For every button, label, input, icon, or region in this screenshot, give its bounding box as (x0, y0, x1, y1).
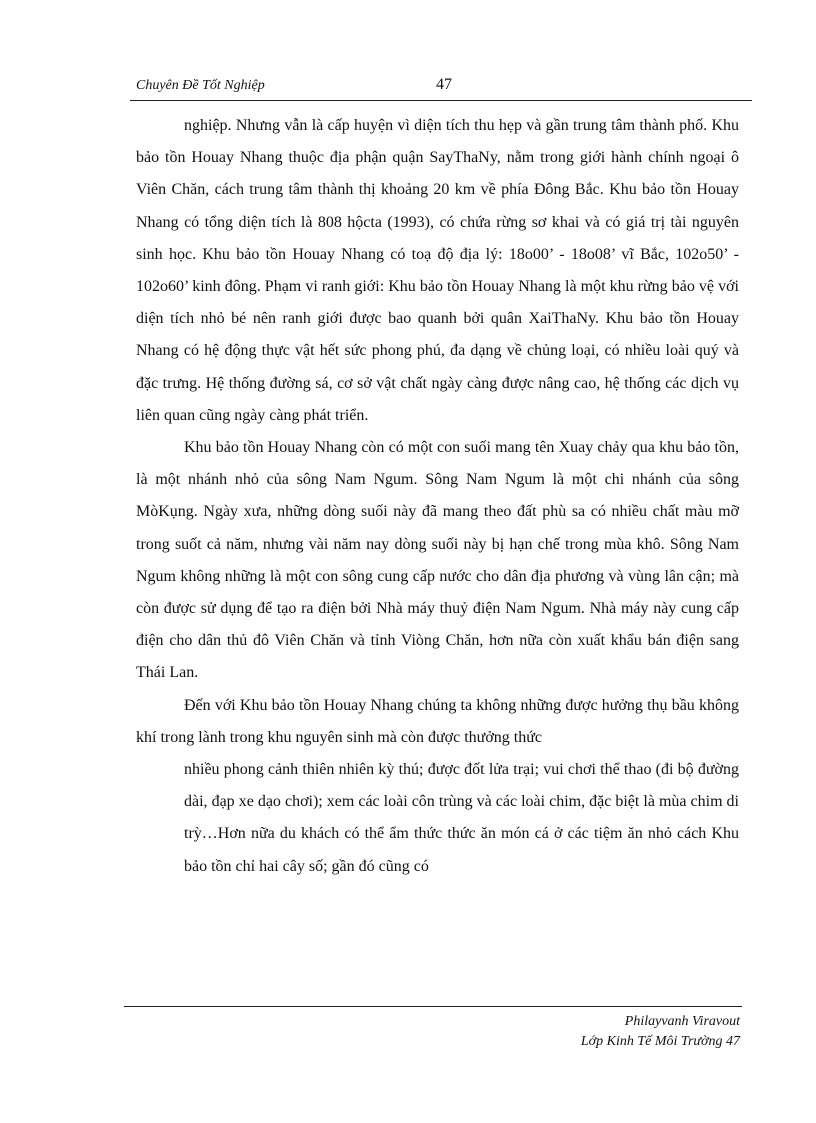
paragraph-2: Khu bảo tồn Houay Nhang còn có một con suối mang tên Xuay chảy qua khu bảo tồn, là một nhánh nhỏ của sông Nam Ngum. Sông Nam Ngum là một chi nhánh của sông MòKụng. Ngày xưa, những dòng suối này đã mang theo đất phù sa có nhiều chất màu mỡ trong suốt cả năm, nhưng vài năm nay dòng suối này bị hạn chế trong mùa khô. Sông Nam Ngum không những là một con sông cung cấp nước cho dân địa phương và vùng lân cận; mà còn được sử dụng để tạo ra điện bởi Nhà máy thuỷ điện Nam Ngum. Nhà máy này cung cấp điện cho dân thủ đô Viên Chăn và tỉnh Viòng Chăn, hơn nữa còn xuất khẩu bán điện sang Thái Lan. (136, 439, 739, 682)
footer-author: Philayvanh Viravout (624, 1014, 740, 1029)
body-text (136, 110, 739, 883)
paragraph-4: nhiều phong cảnh thiên nhiên kỳ thú; được đốt lửa trại; vui chơi thể thao (đi bộ đường dài, đạp xe dạo chơi); xem các loài côn trùng và các loài chim, đặc biệt là mùa chim di trỳ…Hơn nữa du khách có thể ẩm thức thức ăn món cá ở các tiệm ăn nhỏ cách Khu bảo tồn chỉ hai cây số; gần đó cũng có (184, 761, 739, 875)
page-footer (581, 1012, 740, 1052)
paragraph-3: Đến với Khu bảo tồn Houay Nhang chúng ta không những được hưởng thụ bầu không khí trong lành trong khu nguyên sinh mà còn được thưởng thức (136, 696, 739, 746)
footer-class: Lớp Kinh Tế Môi Trường 47 (580, 1034, 740, 1049)
footer-divider (124, 1006, 742, 1007)
header-title: Chuyên Đề Tốt Nghiệp (136, 78, 265, 93)
page-number: 47 (436, 76, 452, 93)
paragraph-1: nghiệp. Nhưng vẫn là cấp huyện vì diện tích thu hẹp và gần trung tâm thành phố. Khu bảo tồn Houay Nhang thuộc địa phận quận SayThaNy, nằm trong giới hành chính ngoại ô Viên Chăn, cách trung tâm thành thị khoảng 20 km về phía Đông Bắc. Khu bảo tồn Houay Nhang có tổng diện tích là 808 hộcta (1993), có chứa rừng sơ khai và có giá trị tài nguyên sinh học. Khu bảo tồn Houay Nhang có toạ độ địa lý: 18o00’ - 18o08’ vĩ Bắc, 102o50’ - 102o60’ kinh đông. Phạm vi ranh giới: Khu bảo tồn Houay Nhang là một khu rừng bảo vệ với diện tích nhỏ bé nên ranh giới được bao quanh bởi quân XaiThaNy. Khu bảo tồn Houay Nhang có hệ động thực vật hết sức phong phú, đa dạng về chủng loại, có nhiều loài quý và đặc trưng. Hệ thống đường sá, cơ sở vật chất ngày càng được nâng cao, hệ thống các dịch vụ liên quan cũng ngày càng phát triển. (136, 117, 739, 424)
page-header (130, 76, 752, 101)
